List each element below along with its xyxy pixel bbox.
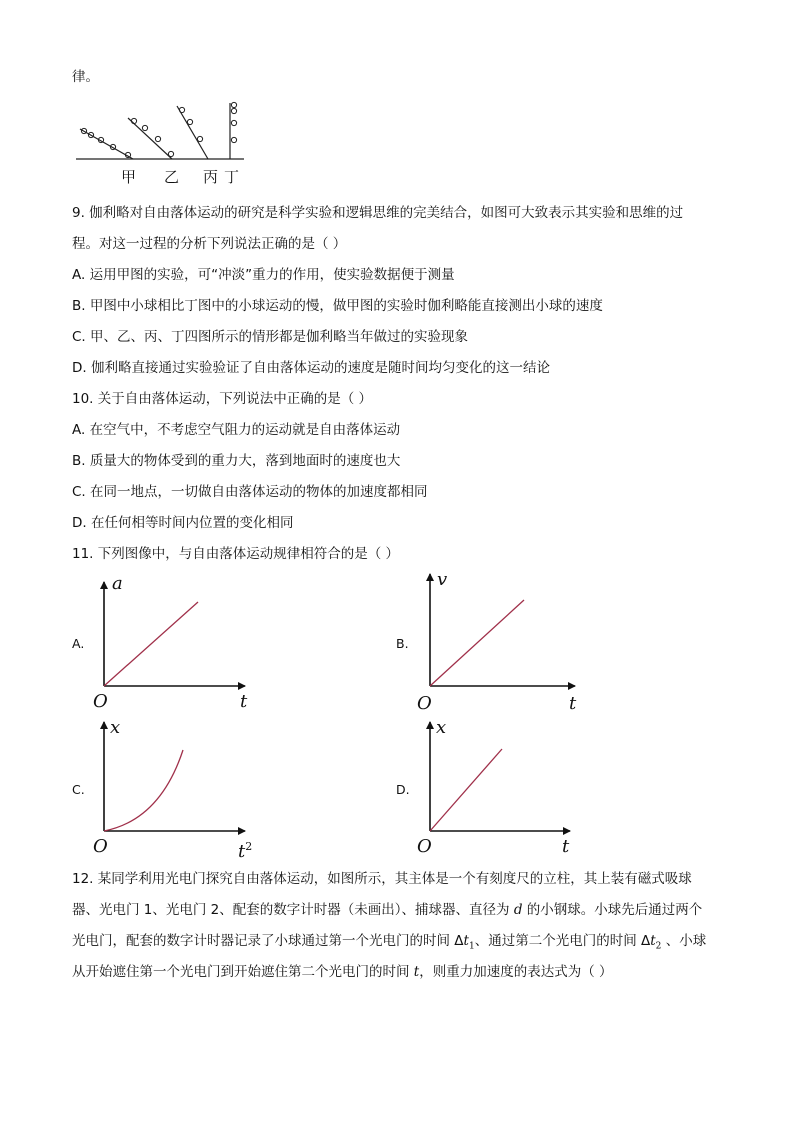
q10-option-c: C. 在同一地点，一切做自由落体运动的物体的加速度都相同: [72, 484, 428, 500]
q9-option-a: A. 运用甲图的实验，可“冲淡”重力的作用，使实验数据便于测量: [72, 267, 455, 283]
graph-a-x-label: t: [240, 691, 248, 712]
q9-option-d: D. 伽利略直接通过实验验证了自由落体运动的速度是随时间均匀变化的这一结论: [72, 360, 550, 376]
graph-c-option-label: C.: [72, 782, 85, 797]
q12-var-d: d: [513, 902, 523, 918]
graph-b-y-label: v: [437, 569, 448, 590]
continued-text: 律。: [72, 69, 99, 85]
q11-stem: 11. 下列图像中，与自由落体运动规律相符合的是（ ）: [72, 546, 400, 562]
q10-stem: 10. 关于自由落体运动，下列说法中正确的是（ ）: [72, 391, 373, 407]
figure-label-bing: 丙: [203, 168, 219, 186]
figure-label-jia: 甲: [121, 168, 137, 186]
q12-line4-a: 从开始遮住第一个光电门到开始遮住第二个光电门的时间: [72, 964, 414, 980]
q12-line2: [72, 901, 702, 919]
graph-d-curve: [430, 749, 502, 831]
figure-label-ding: 丁: [224, 168, 240, 186]
q10-option-d: D. 在任何相等时间内位置的变化相同: [72, 515, 294, 531]
q9-stem-line1: 9. 伽利略对自由落体运动的研究是科学实验和逻辑思维的完美结合，如图可大致表示其实验和思维的过: [72, 205, 684, 221]
q12-line3-b: 、通过第二个光电门的时间 Δ: [474, 933, 651, 949]
graph-a-origin: O: [93, 691, 108, 712]
q12-var-t1: t: [463, 933, 469, 949]
graph-c-y-label: x: [110, 717, 121, 738]
q10-option-a: A. 在空气中，不考虑空气阻力的运动就是自由落体运动: [72, 422, 401, 438]
graph-c-origin: O: [93, 836, 108, 857]
q12-line4: [72, 963, 613, 981]
graph-b-option-label: B.: [396, 636, 409, 651]
graph-a-option-label: A.: [72, 636, 85, 651]
graph-b-x-label: t: [569, 693, 577, 714]
q12-line3-a: 光电门，配套的数字计时器记录了小球通过第一个光电门的时间 Δ: [72, 933, 464, 949]
q12-sub-2: 2: [655, 941, 662, 952]
graph-b-origin: O: [417, 693, 432, 714]
q12-line2-a: 器、光电门 1、光电门 2、配套的数字计时器（未画出）、捕球器、直径为: [72, 902, 514, 918]
q12-line4-b: ，则重力加速度的表达式为（ ）: [419, 964, 613, 980]
graph-d-origin: O: [417, 836, 432, 857]
figure-label-yi: 乙: [164, 168, 180, 186]
q12-var-t2: t: [650, 933, 656, 949]
q9-stem-line2: 程。对这一过程的分析下列说法正确的是（ ）: [72, 236, 347, 252]
graph-d-x-label: t: [562, 836, 570, 857]
q9-option-b: B. 甲图中小球相比丁图中的小球运动的慢，做甲图的实验时伽利略能直接测出小球的速度: [72, 298, 603, 314]
q12-sub-1: 1: [468, 941, 475, 952]
q12-var-t: t: [413, 964, 420, 980]
q12-line1: 12. 某同学利用光电门探究自由落体运动，如图所示，其主体是一个有刻度尺的立柱，其上装有磁式吸球: [72, 871, 692, 887]
q12-line3: [72, 932, 706, 956]
q10-option-b: B. 质量大的物体受到的重力大，落到地面时的速度也大: [72, 453, 401, 469]
graph-d-option-label: D.: [396, 782, 410, 797]
graph-c-x-label-var: t: [238, 841, 246, 862]
graph-d-y-label: x: [436, 717, 447, 738]
q12-line2-b: 的小钢球。小球先后通过两个: [522, 902, 703, 918]
q12-line3-c: 、小球: [661, 933, 707, 949]
q9-option-c: C. 甲、乙、丙、丁四图所示的情形都是伽利略当年做过的实验现象: [72, 329, 469, 345]
graph-a-y-label: a: [112, 573, 123, 594]
graph-c-x-label-exp: 2: [245, 840, 253, 853]
